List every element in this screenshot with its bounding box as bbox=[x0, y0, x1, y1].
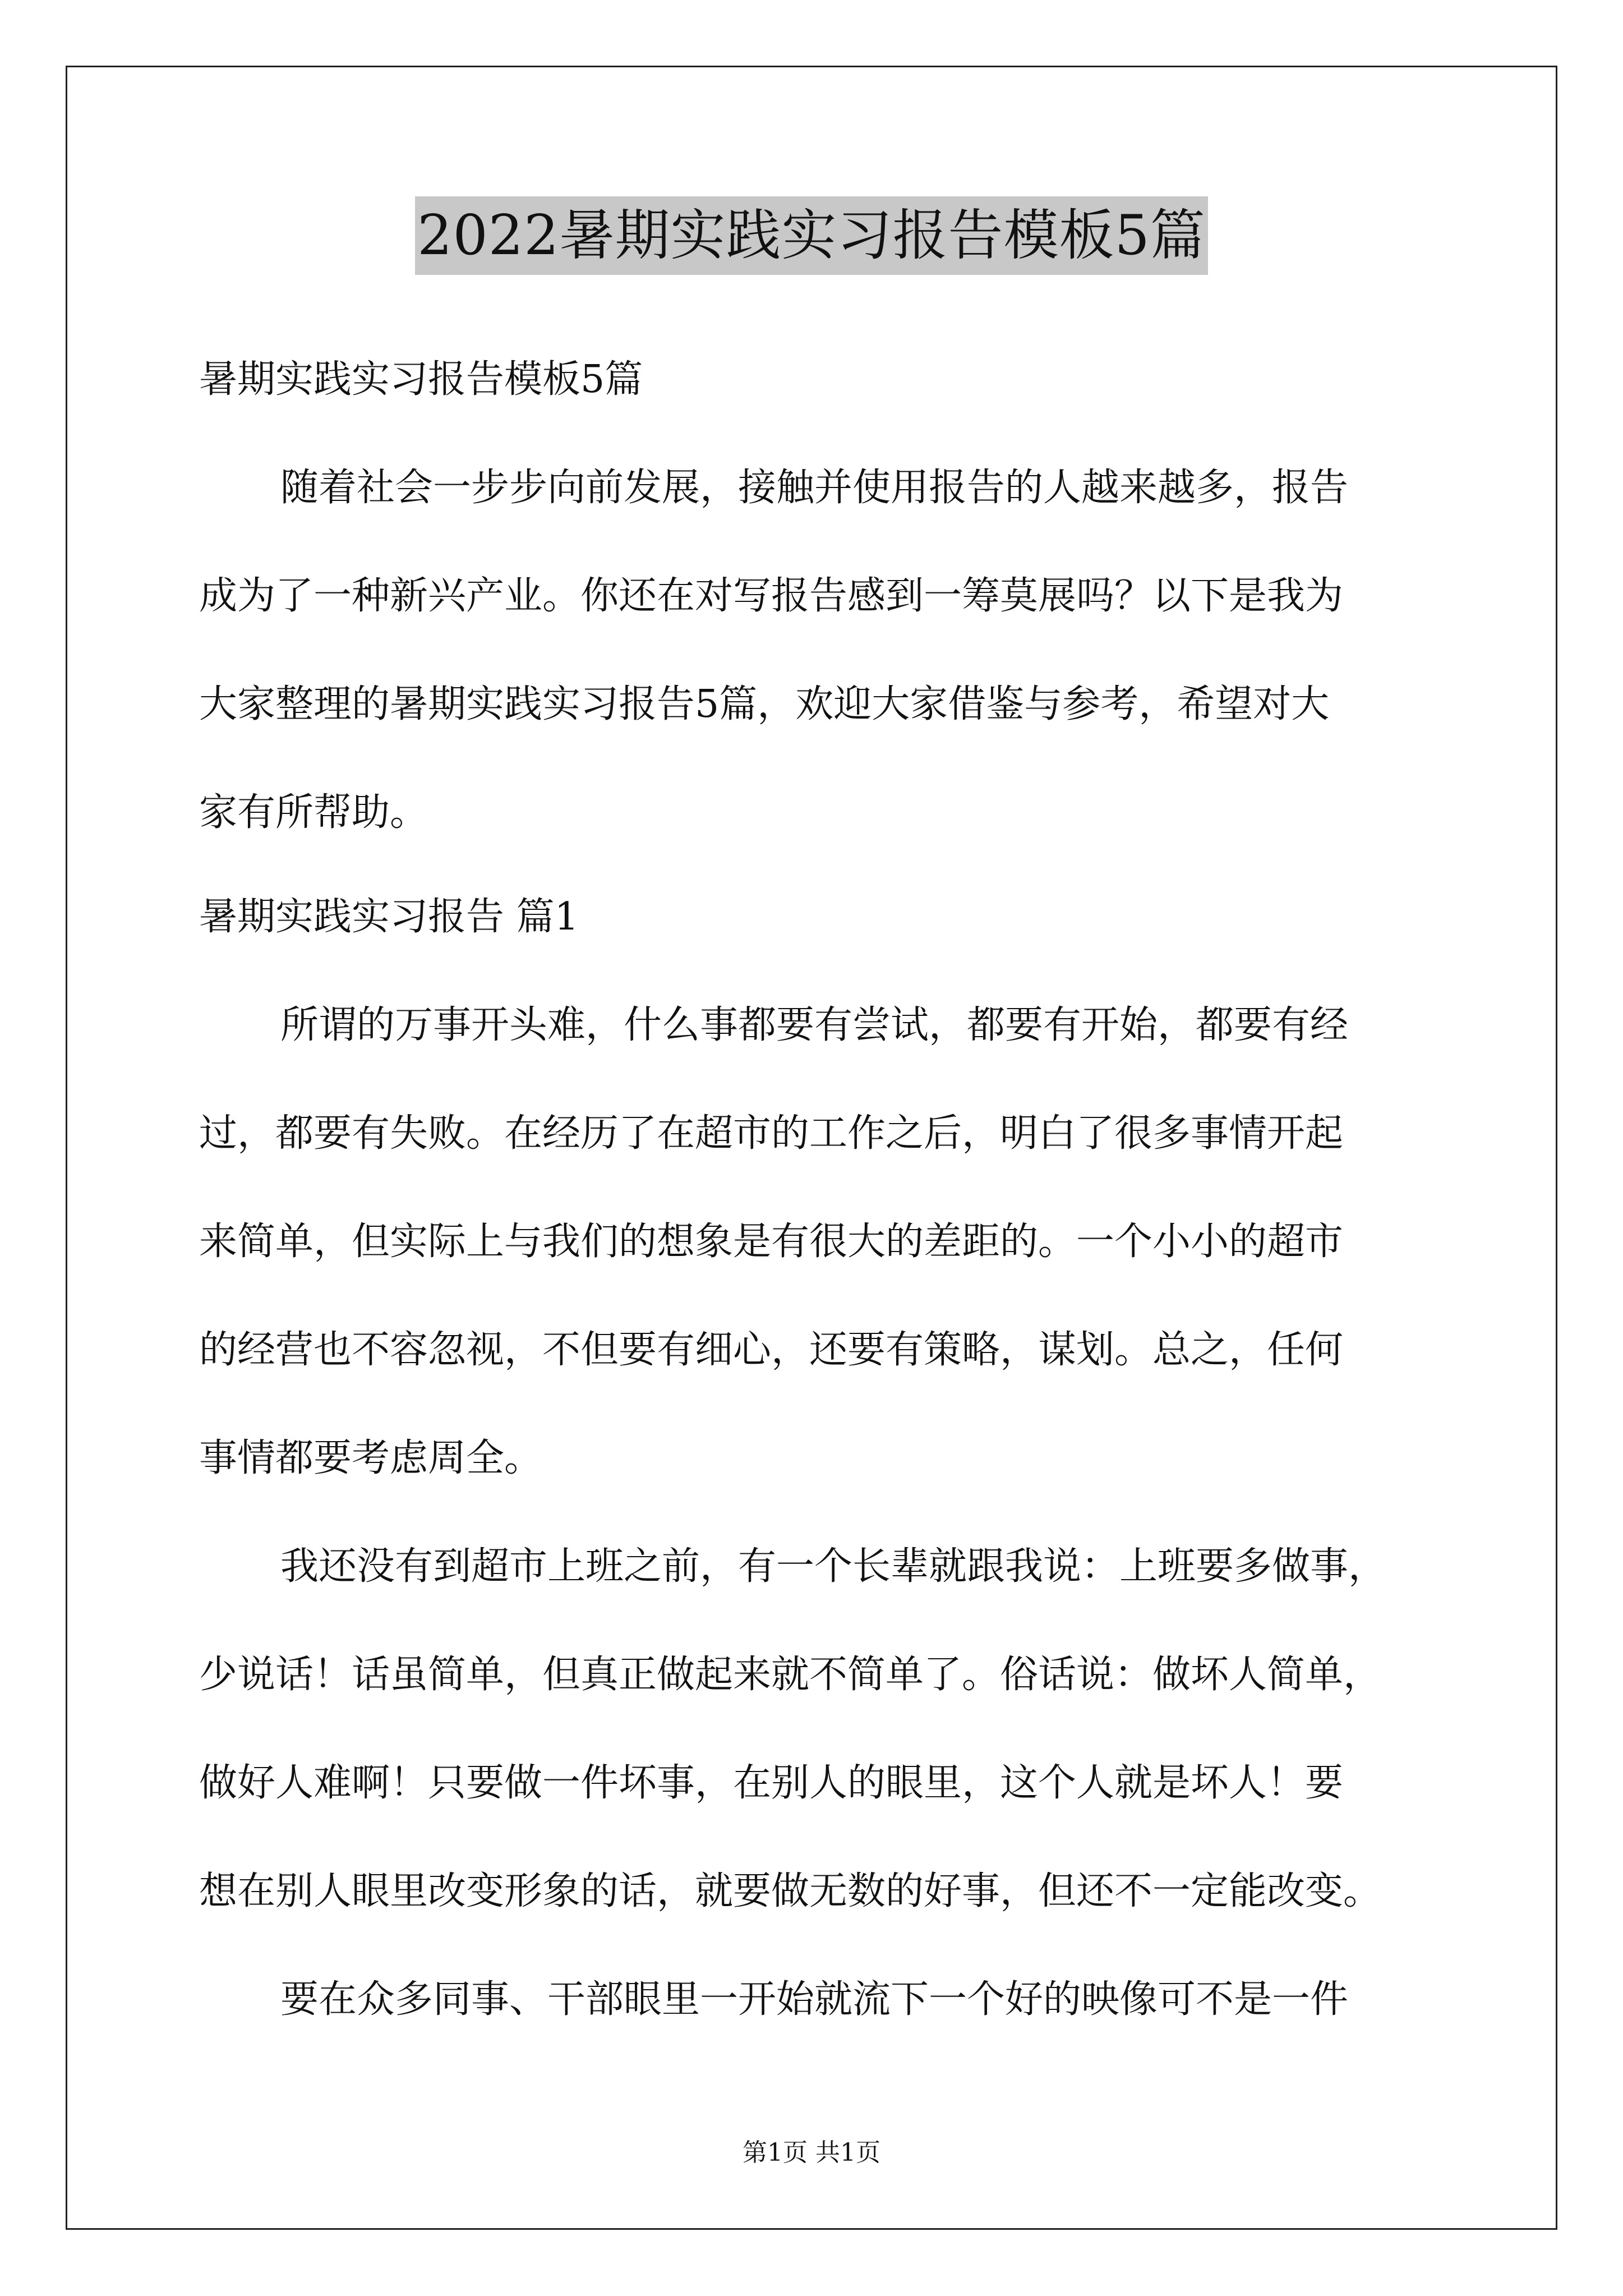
page-footer: 第1页 共1页 bbox=[743, 2138, 880, 2167]
title-container bbox=[0, 196, 1623, 275]
paragraph-line: 要在众多同事、干部眼里一开始就流下一个好的映像可不是一件 bbox=[280, 1977, 1349, 2022]
paragraph-line: 事情都要考虑周全。 bbox=[199, 1436, 543, 1480]
paragraph-line: 大家整理的暑期实践实习报告5篇，欢迎大家借鉴与参考，希望对大 bbox=[199, 682, 1330, 726]
document-title: 2022暑期实践实习报告模板5篇 bbox=[415, 196, 1208, 275]
paragraph-line: 少说话！话虽简单，但真正做起来就不简单了。俗话说：做坏人简单， bbox=[199, 1653, 1382, 1697]
paragraph-line: 家有所帮助。 bbox=[199, 790, 428, 835]
paragraph-line: 想在别人眼里改变形象的话，就要做无数的好事，但还不一定能改变。 bbox=[199, 1869, 1382, 1913]
section-heading: 暑期实践实习报告 篇1 bbox=[199, 895, 579, 939]
paragraph-line: 所谓的万事开头难，什么事都要有尝试，都要有开始，都要有经 bbox=[280, 1003, 1349, 1047]
paragraph-line: 的经营也不容忽视，不但要有细心，还要有策略，谋划。总之，任何 bbox=[199, 1328, 1344, 1372]
paragraph-line: 随着社会一步步向前发展，接触并使用报告的人越来越多，报告 bbox=[280, 466, 1349, 510]
paragraph-line: 来简单，但实际上与我们的想象是有很大的差距的。一个小小的超市 bbox=[199, 1220, 1344, 1264]
paragraph-line: 做好人难啊！只要做一件坏事，在别人的眼里，这个人就是坏人！要 bbox=[199, 1761, 1344, 1805]
subtitle-line: 暑期实践实习报告模板5篇 bbox=[199, 357, 643, 402]
paragraph-line: 成为了一种新兴产业。你还在对写报告感到一筹莫展吗？以下是我为 bbox=[199, 574, 1344, 618]
paragraph-line: 过，都要有失败。在经历了在超市的工作之后，明白了很多事情开起 bbox=[199, 1111, 1344, 1156]
paragraph-line: 我还没有到超市上班之前，有一个长辈就跟我说：上班要多做事， bbox=[280, 1544, 1387, 1589]
